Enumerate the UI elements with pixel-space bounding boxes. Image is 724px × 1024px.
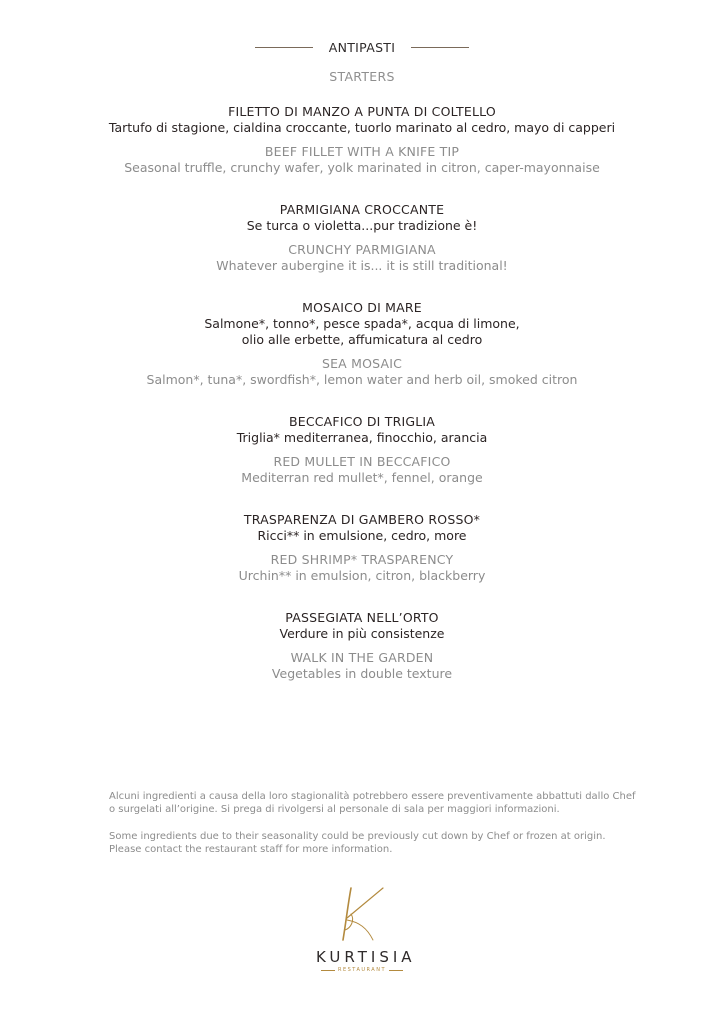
divider-left <box>255 47 313 48</box>
logo-subtitle: RESTAURANT <box>337 967 387 973</box>
k-monogram-icon <box>337 884 387 944</box>
note-line: Some ingredients due to their seasonality could be previously cut down by Chef or frozen at origin. <box>109 831 606 842</box>
dish-desc-en: Mediterran red mullet*, fennel, orange <box>241 470 483 485</box>
dish-item <box>0 300 724 388</box>
dish-name-it: TRASPARENZA DI GAMBERO ROSSO* <box>243 512 481 527</box>
dish-name-en: RED MULLET IN BECCAFICO <box>273 454 451 469</box>
dish-name-it: BECCAFICO DI TRIGLIA <box>288 414 436 429</box>
note-english <box>109 830 689 856</box>
dish-item <box>0 610 724 682</box>
divider-right <box>411 47 469 48</box>
dish-desc-en: Seasonal truffle, crunchy wafer, yolk marinated in citron, caper-mayonnaise <box>124 160 600 175</box>
dish-desc-it: Ricci** in emulsione, cedro, more <box>257 528 467 543</box>
dish-name-it: FILETTO DI MANZO A PUNTA DI COLTELLO <box>228 104 496 119</box>
dish-desc-en: Whatever aubergine it is... it is still traditional! <box>216 258 508 273</box>
logo-wordmark: KURTISIA <box>316 948 416 966</box>
dish-name-en: BEEF FILLET WITH A KNIFE TIP <box>264 144 460 159</box>
section-subtitle: STARTERS <box>329 69 395 84</box>
dish-desc-en: Salmon*, tuna*, swordfish*, lemon water and herb oil, smoked citron <box>146 372 578 387</box>
dish-item <box>0 202 724 274</box>
dish-desc-it: Salmone*, tonno*, pesce spada*, acqua di limone, <box>204 316 520 331</box>
note-line: Alcuni ingredienti a causa della loro stagionalità potrebbero essere preventivamente abbattuti dallo Chef <box>109 791 636 802</box>
dish-desc-it: olio alle erbette, affumicatura al cedro <box>241 332 483 347</box>
note-line: Please contact the restaurant staff for more information. <box>109 844 393 855</box>
note-italian <box>109 790 689 816</box>
dish-desc-en: Urchin** in emulsion, citron, blackberry <box>238 568 486 583</box>
restaurant-logo <box>312 884 416 984</box>
section-header <box>0 40 724 55</box>
dish-item <box>0 104 724 176</box>
dish-item <box>0 414 724 486</box>
dish-desc-it: Triglia* mediterranea, finocchio, arancia <box>236 430 488 445</box>
dish-list <box>0 104 724 708</box>
section-title: ANTIPASTI <box>328 40 396 55</box>
dish-desc-it: Tartufo di stagione, cialdina croccante, tuorlo marinato al cedro, mayo di capperi <box>108 120 616 135</box>
dish-name-en: WALK IN THE GARDEN <box>290 650 434 665</box>
dish-name-it: MOSAICO DI MARE <box>302 300 422 315</box>
dish-name-it: PASSEGIATA NELL’ORTO <box>285 610 439 625</box>
dish-name-en: SEA MOSAIC <box>321 356 403 371</box>
dish-name-it: PARMIGIANA CROCCANTE <box>279 202 445 217</box>
dish-desc-it: Se turca o violetta...pur tradizione è! <box>246 218 478 233</box>
dish-name-en: CRUNCHY PARMIGIANA <box>288 242 436 257</box>
note-line: o surgelati all’origine. Si prega di rivolgersi al personale di sala per maggiori informazioni. <box>109 804 560 815</box>
dish-item <box>0 512 724 584</box>
dish-name-en: RED SHRIMP* TRASPARENCY <box>270 552 454 567</box>
dish-desc-it: Verdure in più consistenze <box>279 626 445 641</box>
dish-desc-en: Vegetables in double texture <box>271 666 453 681</box>
